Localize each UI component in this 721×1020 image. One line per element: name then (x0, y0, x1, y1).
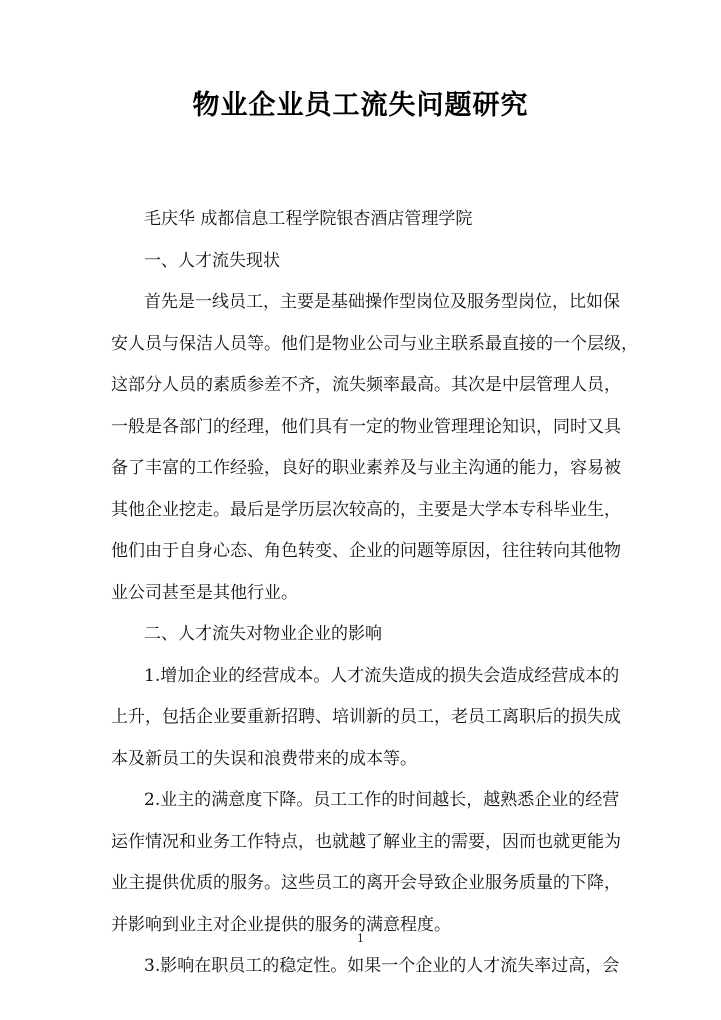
text-line: 3.影响在职员工的稳定性。如果一个企业的人才流失率过高，会 (144, 956, 620, 976)
text-line: 一般是各部门的经理，他们具有一定的物业管理理论知识，同时又具 (111, 416, 621, 437)
text-line: 2.业主的满意度下降。员工工作的时间越长，越熟悉企业的经营 (144, 790, 620, 810)
document-body (111, 199, 638, 988)
text-line: 业公司甚至是其他行业。 (111, 582, 298, 603)
text-line: 运作情况和业务工作特点，也就越了解业主的需要，因而也就更能为 (111, 831, 621, 852)
text-line: 本及新员工的失误和浪费带来的成本等。 (111, 748, 417, 769)
document-title: 物业企业员工流失问题研究 (192, 90, 529, 121)
text-line: 其他企业挖走。最后是学历层次较高的，主要是大学本专科毕业生， (111, 499, 621, 520)
text-line: 二、人才流失对物业企业的影响 (144, 624, 382, 644)
text-line: 安人员与保洁人员等。他们是物业公司与业主联系最直接的一个层级， (111, 333, 638, 354)
page-number: 1 (357, 932, 364, 945)
text-line: 并影响到业主对企业提供的服务的满意程度。 (111, 914, 451, 935)
text-line: 业主提供优质的服务。这些员工的离开会导致企业服务质量的下降， (111, 873, 621, 893)
text-line: 上升，包括企业要重新招聘、培训新的员工，老员工离职后的损失成 (111, 707, 621, 727)
text-line: 这部分人员的素质参差不齐，流失频率最高。其次是中层管理人员， (111, 375, 621, 395)
text-line: 1.增加企业的经营成本。人才流失造成的损失会造成经营成本的 (144, 665, 620, 686)
text-line: 一、人才流失现状 (144, 250, 280, 271)
text-line: 备了丰富的工作经验，良好的职业素养及与业主沟通的能力，容易被 (111, 458, 621, 478)
text-line: 首先是一线员工，主要是基础操作型岗位及服务型岗位，比如保 (144, 292, 620, 312)
text-line: 毛庆华 成都信息工程学院银杏酒店管理学院 (144, 209, 473, 229)
text-line: 他们由于自身心态、角色转变、企业的问题等原因，往往转向其他物 (111, 541, 621, 561)
